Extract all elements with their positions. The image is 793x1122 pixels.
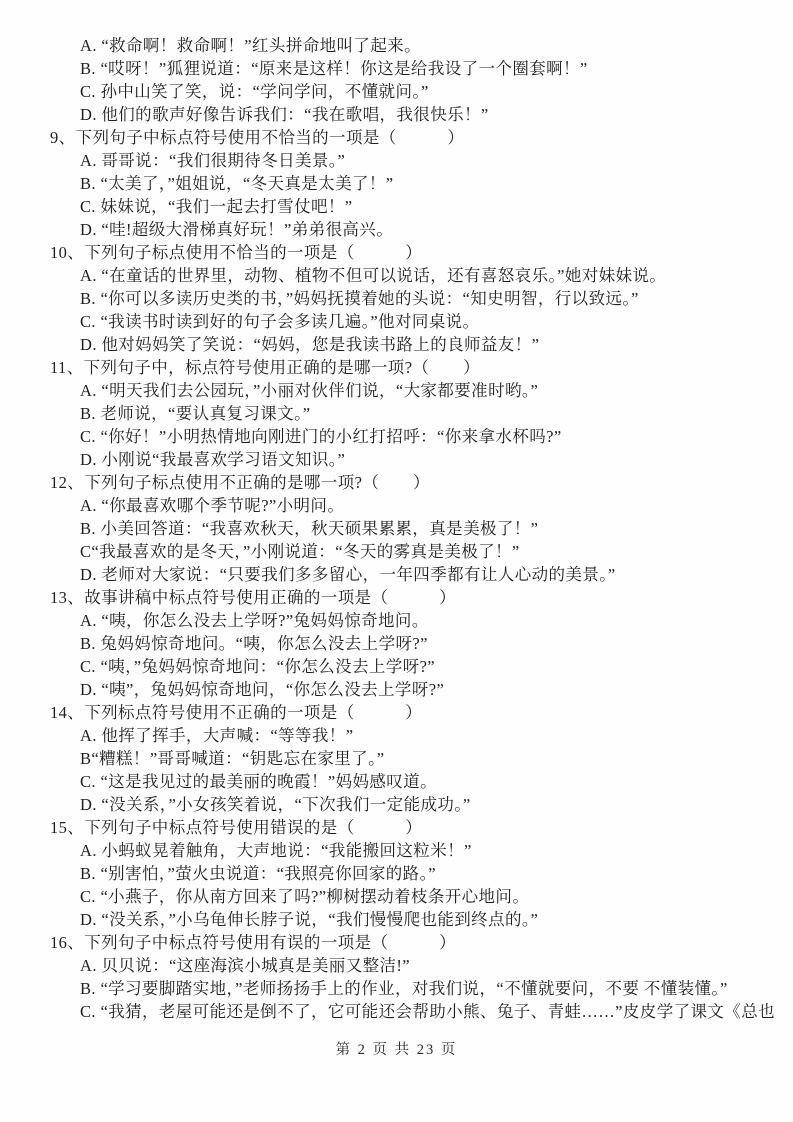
option-line: B. “学习要脚踏实地，”老师扬扬手上的作业，对我们说，“不懂就要问，不要 不懂装懂。”: [80, 979, 728, 998]
question-number: 12、: [50, 473, 85, 492]
option-line: D. 他对妈妈笑了笑说：“妈妈，您是我读书路上的良师益友！”: [80, 335, 540, 354]
option-line: D. “咦”，兔妈妈惊奇地问，“你怎么没去上学呀?”: [80, 680, 445, 699]
question-stem: [0, 126, 793, 149]
question-stem: [0, 701, 793, 724]
question-stem-text: 下列句子标点使用不正确的是哪一项?（ ）: [84, 473, 430, 492]
option-line: C. “我读书时读到好的句子会多读几遍。”他对同桌说。: [80, 312, 480, 331]
option-line: A. “咦，你怎么没去上学呀?”兔妈妈惊奇地问。: [80, 611, 429, 630]
question-stem: [0, 816, 793, 839]
exam-body: [0, 34, 793, 1023]
question-stem-text: 故事讲稿中标点符号使用正确的一项是（ ）: [84, 588, 457, 607]
question-stem-text: 下列句子中标点符号使用不恰当的一项是（ ）: [75, 128, 465, 147]
question-number: 13、: [50, 588, 85, 607]
continuation-option-line: B. “哎呀！”狐狸说道：“原来是这样！你这是给我设了一个圈套啊！”: [80, 59, 588, 78]
question-number: 15、: [50, 818, 85, 837]
question-stem: [0, 586, 793, 609]
option-line: B“糟糕！”哥哥喊道：“钥匙忘在家里了。”: [80, 749, 385, 768]
question-stem-text: 下列句子中，标点符号使用正确的是哪一项?（ ）: [83, 358, 481, 377]
question-number: 9、: [50, 128, 76, 147]
question-stem-text: 下列句子中标点符号使用错误的是（ ）: [84, 818, 423, 837]
question-number: 10、: [50, 243, 85, 262]
question-stem: [0, 356, 793, 379]
page-footer: 第 2 页 共 23 页: [335, 1042, 458, 1058]
option-line: D. 小刚说“我最喜欢学习语文知识。”: [80, 450, 346, 469]
option-line: C“我最喜欢的是冬天，”小刚说道：“冬天的雾真是美极了！”: [80, 542, 520, 561]
question-stem: [0, 471, 793, 494]
option-line: A. 小蚂蚁晃着触角，大声地说：“我能搬回这粒米！”: [80, 841, 472, 860]
option-line: C. “这是我见过的最美丽的晚霞！”妈妈感叹道。: [80, 772, 438, 791]
question-stem-text: 下列句子中标点符号使用有误的一项是（ ）: [84, 933, 457, 952]
option-line: C. “我猜，老屋可能还是倒不了，它可能还会帮助小熊、兔子、青蛙……”皮皮学了课文《总也: [80, 1002, 776, 1021]
option-line: B. “太美了，”姐姐说，“冬天真是太美了！”: [80, 174, 394, 193]
option-line: C. 妹妹说，“我们一起去打雪仗吧！”: [80, 197, 353, 216]
option-line: A. 他挥了挥手，大声喊：“等等我！”: [80, 726, 354, 745]
option-line: A. “在童话的世界里，动物、植物不但可以说话，还有喜怒哀乐。”她对妹妹说。: [80, 266, 667, 285]
option-line: C. “小燕子，你从南方回来了吗?”柳树摆动着枝条开心地问。: [80, 887, 530, 906]
question-stem: [0, 241, 793, 264]
option-line: D. “没关系，”小乌龟伸长脖子说，“我们慢慢爬也能到终点的。”: [80, 910, 539, 929]
option-line: B. “别害怕，”萤火虫说道：“我照亮你回家的路。”: [80, 864, 436, 883]
option-line: C. “咦，”兔妈妈惊奇地问：“你怎么没去上学呀?”: [80, 657, 436, 676]
option-line: D. “哇!超级大滑梯真好玩！”弟弟很高兴。: [80, 220, 394, 239]
question-stem-text: 下列标点符号使用不正确的一项是（ ）: [84, 703, 423, 722]
question-number: 16、: [50, 933, 85, 952]
continuation-option-line: A. “救命啊！救命啊！”红头拼命地叫了起来。: [80, 36, 422, 55]
option-line: A. “你最喜欢哪个季节呢?”小明问。: [80, 496, 345, 515]
option-line: D. 老师对大家说：“只要我们多多留心，一年四季都有让人心动的美景。”: [80, 565, 616, 584]
question-number: 11、: [50, 358, 84, 377]
continuation-option-line: C. 孙中山笑了笑，说：“学问学问，不懂就问。”: [80, 82, 429, 101]
continuation-option-line: D. 他们的歌声好像告诉我们：“我在歌唱，我很快乐！”: [80, 105, 489, 124]
option-line: C. “你好！”小明热情地向刚进门的小红打招呼：“你来拿水杯吗?”: [80, 427, 562, 446]
option-line: A. “明天我们去公园玩，”小丽对伙伴们说，“大家都要准时哟。”: [80, 381, 539, 400]
option-line: B. 小美回答道：“我喜欢秋天，秋天硕果累累，真是美极了！”: [80, 519, 539, 538]
option-line: B. 老师说，“要认真复习课文。”: [80, 404, 311, 423]
question-stem-text: 下列句子标点使用不恰当的一项是（ ）: [84, 243, 423, 262]
option-line: B. 兔妈妈惊奇地问。“咦，你怎么没去上学呀?”: [80, 634, 428, 653]
question-number: 14、: [50, 703, 85, 722]
question-stem: [0, 931, 793, 954]
option-line: A. 贝贝说：“这座海滨小城真是美丽又整洁!”: [80, 956, 411, 975]
option-line: B. “你可以多读历史类的书，”妈妈抚摸着她的头说：“知史明智，行以致远。”: [80, 289, 639, 308]
option-line: D. “没关系，”小女孩笑着说，“下次我们一定能成功。”: [80, 795, 471, 814]
option-line: A. 哥哥说：“我们很期待冬日美景。”: [80, 151, 346, 170]
